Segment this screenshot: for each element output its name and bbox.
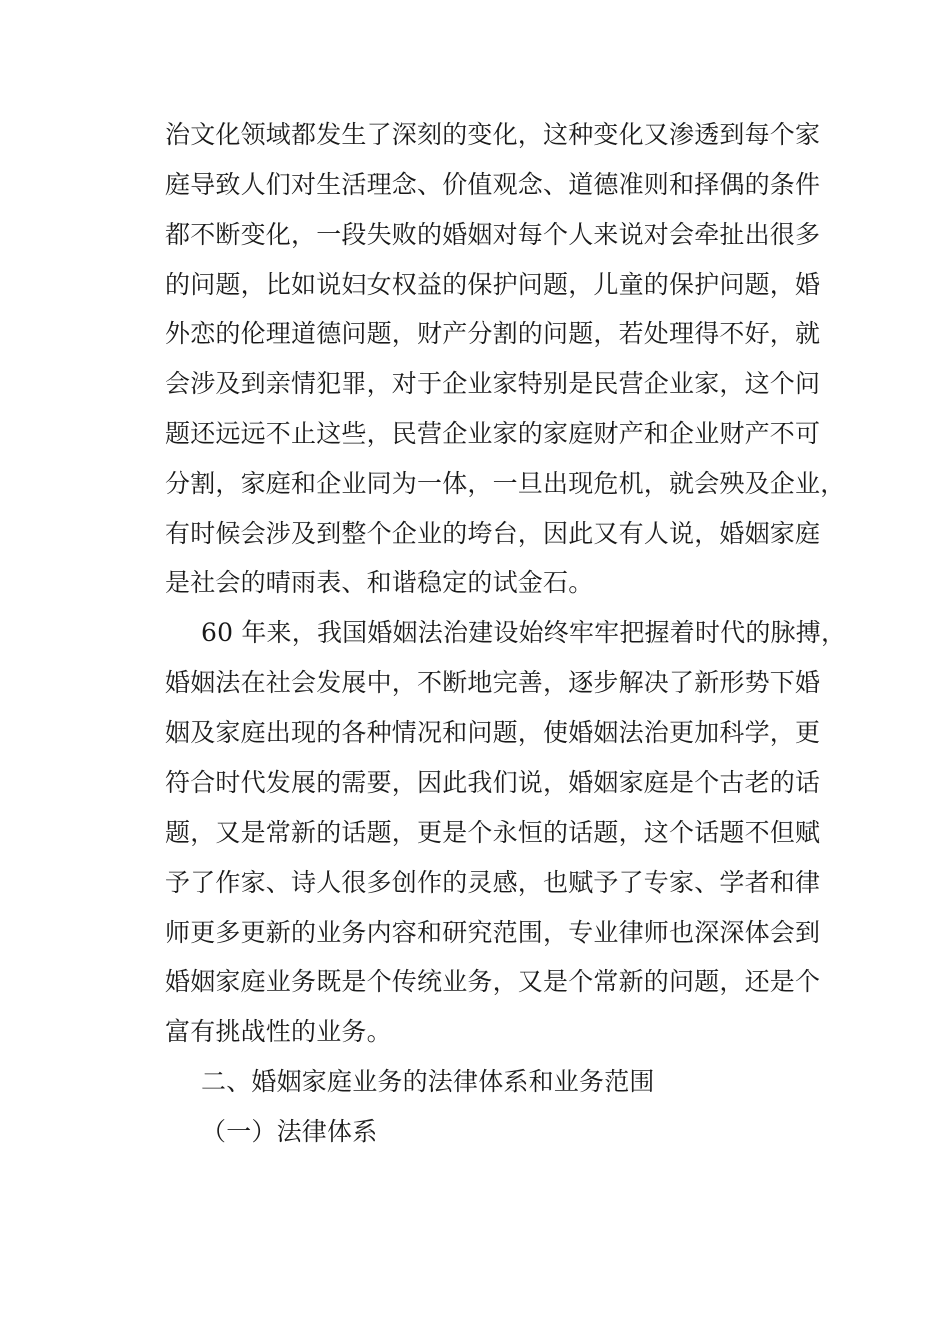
text-line: 的问题，比如说妇女权益的保护问题，儿童的保护问题，婚 <box>165 270 821 299</box>
text-line: 是社会的晴雨表、和谐稳定的试金石。 <box>165 568 594 597</box>
section-heading: 二、婚姻家庭业务的法律体系和业务范围 <box>201 1067 655 1096</box>
text-line: 外恋的伦理道德问题，财产分割的问题，若处理得不好，就 <box>165 319 821 348</box>
text-line: 题，又是常新的话题，更是个永恒的话题，这个话题不但赋 <box>165 818 821 847</box>
text-line: 有时候会涉及到整个企业的垮台，因此又有人说，婚姻家庭 <box>165 519 821 548</box>
text-line: 题还远远不止这些，民营企业家的家庭财产和企业财产不可 <box>165 419 821 448</box>
text-line: 都不断变化，一段失败的婚姻对每个人来说对会牵扯出很多 <box>165 220 821 249</box>
text-line: 师更多更新的业务内容和研究范围，专业律师也深深体会到 <box>165 918 821 947</box>
text-line: 婚姻家庭业务既是个传统业务，又是个常新的问题，还是个 <box>165 967 821 996</box>
subsection-heading: （一）法律体系 <box>201 1117 378 1146</box>
text-line: 婚姻法在社会发展中，不断地完善，逐步解决了新形势下婚 <box>165 668 821 697</box>
text-line: 予了作家、诗人很多创作的灵感，也赋予了专家、学者和律 <box>165 868 821 897</box>
text-line: 庭导致人们对生活理念、价值观念、道德准则和择偶的条件 <box>165 170 821 199</box>
text-line: 姻及家庭出现的各种情况和问题，使婚姻法治更加科学，更 <box>165 718 821 747</box>
text-line: 分割，家庭和企业同为一体，一旦出现危机，就会殃及企业， <box>165 469 846 498</box>
text-line: 符合时代发展的需要，因此我们说，婚姻家庭是个古老的话 <box>165 768 821 797</box>
text-line: 治文化领域都发生了深刻的变化，这种变化又渗透到每个家 <box>165 120 821 149</box>
text-line: 60 年来，我国婚姻法治建设始终牢牢把握着时代的脉搏， <box>201 618 847 647</box>
text-line: 富有挑战性的业务。 <box>165 1017 392 1046</box>
text-line: 会涉及到亲情犯罪，对于企业家特别是民营企业家，这个问 <box>165 369 821 398</box>
